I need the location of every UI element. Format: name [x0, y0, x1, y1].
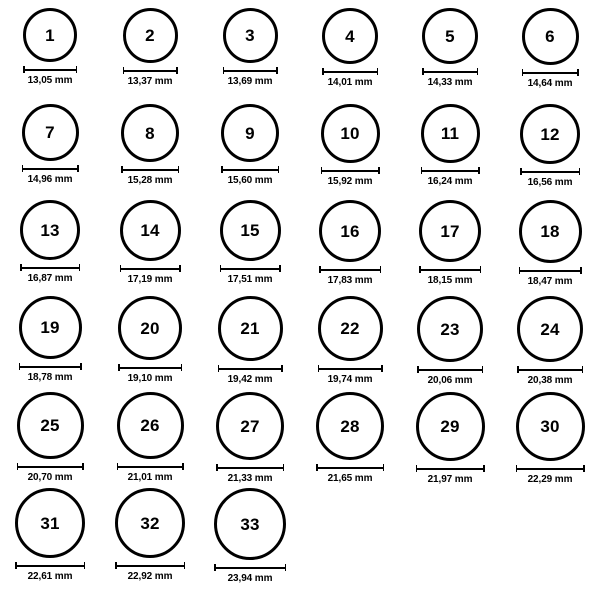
ring-circle: [17, 392, 84, 459]
measure-bar: [522, 72, 579, 74]
measure-tick-right: [176, 67, 178, 74]
measure-tick-right: [480, 266, 482, 273]
diameter-measure-line: [223, 67, 278, 74]
diameter-label: 15,92 mm: [327, 176, 373, 187]
ring-circle: [419, 200, 481, 262]
measure-bar: [221, 169, 279, 171]
ring-size-cell: [100, 296, 200, 392]
measure-tick-right: [276, 67, 278, 74]
ring-size-cell: [400, 104, 500, 200]
diameter-label: 13,37 mm: [127, 76, 173, 87]
diameter-label: 20,70 mm: [27, 472, 73, 483]
ring-circle: [522, 8, 579, 65]
measure-tick-left: [421, 167, 423, 174]
ring-size-cell: [400, 200, 500, 296]
diameter-label: 21,65 mm: [327, 473, 373, 484]
ring-size-cell: [300, 8, 400, 104]
diameter-measure-line: [218, 365, 283, 372]
ring-size-number: 21: [240, 319, 260, 338]
ring-size-number: 18: [540, 222, 560, 241]
measure-bar: [120, 268, 181, 270]
measure-tick-right: [579, 168, 581, 175]
measure-tick-left: [416, 465, 418, 472]
measure-tick-right: [380, 266, 382, 273]
diameter-measure-line: [115, 562, 185, 569]
measure-tick-left: [214, 564, 216, 571]
measure-tick-right: [182, 463, 184, 470]
measure-tick-right: [184, 562, 186, 569]
ring-circle: [221, 104, 279, 162]
ring-size-number: 10: [340, 124, 360, 143]
measure-bar: [520, 171, 580, 173]
ring-size-cell: [0, 8, 100, 104]
measure-tick-right: [381, 365, 383, 372]
diameter-measure-line: [123, 67, 178, 74]
ring-size-cell: [200, 200, 300, 296]
diameter-measure-line: [519, 267, 582, 274]
measure-bar: [416, 468, 485, 470]
diameter-label: 13,69 mm: [227, 76, 273, 87]
ring-circle: [316, 392, 384, 460]
measure-tick-left: [19, 363, 21, 370]
ring-circle: [15, 488, 85, 558]
diameter-label: 16,24 mm: [427, 176, 473, 187]
ring-size-cell: [200, 488, 300, 584]
ring-circle: [218, 296, 283, 361]
ring-circle: [23, 8, 77, 62]
measure-bar: [214, 567, 286, 569]
ring-size-cell: [400, 296, 500, 392]
ring-circle: [22, 104, 79, 161]
ring-size-cell: [0, 200, 100, 296]
diameter-measure-line: [216, 464, 284, 471]
measure-tick-right: [383, 464, 385, 471]
measure-bar: [123, 70, 178, 72]
measure-tick-right: [583, 465, 585, 472]
diameter-measure-line: [22, 165, 79, 172]
ring-size-cell: [0, 488, 100, 584]
diameter-label: 21,33 mm: [227, 473, 273, 484]
measure-tick-right: [76, 66, 78, 73]
diameter-measure-line: [120, 265, 181, 272]
diameter-measure-line: [516, 465, 585, 472]
diameter-label: 21,01 mm: [127, 472, 173, 483]
diameter-label: 18,47 mm: [527, 276, 573, 287]
measure-bar: [417, 369, 483, 371]
measure-bar: [322, 71, 378, 73]
measure-tick-right: [82, 463, 84, 470]
diameter-label: 16,56 mm: [527, 177, 573, 188]
ring-size-number: 25: [40, 416, 60, 435]
diameter-measure-line: [421, 167, 480, 174]
diameter-label: 17,51 mm: [227, 274, 273, 285]
measure-tick-right: [577, 69, 579, 76]
measure-tick-right: [378, 167, 380, 174]
measure-bar: [220, 268, 281, 270]
ring-circle: [421, 104, 480, 163]
ring-size-cell: [200, 104, 300, 200]
ring-size-cell: [100, 200, 200, 296]
ring-size-cell: [300, 392, 400, 488]
diameter-measure-line: [321, 167, 380, 174]
ring-size-number: 1: [45, 25, 55, 45]
diameter-measure-line: [117, 463, 184, 470]
diameter-label: 14,33 mm: [427, 77, 473, 88]
ring-circle: [123, 8, 178, 63]
measure-bar: [117, 466, 184, 468]
measure-tick-left: [519, 267, 521, 274]
diameter-measure-line: [19, 363, 82, 370]
measure-tick-right: [279, 265, 281, 272]
measure-bar: [421, 170, 480, 172]
measure-bar: [23, 69, 77, 71]
measure-bar: [223, 70, 278, 72]
ring-circle: [516, 392, 585, 461]
measure-bar: [20, 267, 80, 269]
diameter-measure-line: [118, 364, 182, 371]
ring-size-number: 14: [140, 221, 160, 240]
measure-bar: [118, 367, 182, 369]
diameter-measure-line: [15, 562, 85, 569]
measure-bar: [519, 270, 582, 272]
measure-tick-right: [179, 265, 181, 272]
measure-tick-left: [318, 365, 320, 372]
ring-size-number: 4: [345, 26, 355, 46]
measure-bar: [15, 565, 85, 567]
ring-size-cell: [400, 392, 500, 488]
diameter-measure-line: [416, 465, 485, 472]
ring-size-number: 24: [540, 319, 560, 339]
diameter-measure-line: [422, 68, 478, 75]
diameter-label: 20,38 mm: [527, 375, 573, 386]
ring-circle: [318, 296, 383, 361]
measure-tick-left: [422, 68, 424, 75]
measure-tick-left: [23, 66, 25, 73]
measure-bar: [319, 269, 381, 271]
diameter-label: 19,74 mm: [327, 374, 373, 385]
measure-tick-left: [322, 68, 324, 75]
measure-bar: [216, 467, 284, 469]
measure-tick-left: [319, 266, 321, 273]
measure-tick-left: [321, 167, 323, 174]
measure-tick-right: [580, 267, 582, 274]
ring-size-cell: [100, 392, 200, 488]
diameter-measure-line: [522, 69, 579, 76]
ring-size-cell: [500, 200, 600, 296]
measure-bar: [19, 366, 82, 368]
diameter-label: 21,97 mm: [427, 474, 473, 485]
ring-size-number: 26: [140, 416, 160, 435]
ring-circle: [321, 104, 380, 163]
diameter-measure-line: [214, 564, 286, 571]
ring-size-number: 16: [340, 221, 360, 241]
measure-bar: [321, 170, 380, 172]
diameter-measure-line: [319, 266, 381, 273]
measure-tick-left: [115, 562, 117, 569]
ring-circle: [519, 200, 582, 263]
ring-size-number: 29: [440, 417, 460, 436]
diameter-measure-line: [316, 464, 384, 471]
ring-size-number: 7: [45, 123, 55, 142]
ring-size-cell: [200, 296, 300, 392]
diameter-label: 16,87 mm: [27, 273, 73, 284]
measure-tick-left: [419, 266, 421, 273]
measure-tick-right: [79, 264, 81, 271]
ring-size-number: 17: [440, 221, 460, 241]
ring-circle: [520, 104, 580, 164]
ring-size-number: 3: [245, 26, 255, 45]
diameter-label: 13,05 mm: [27, 75, 73, 86]
measure-bar: [419, 269, 481, 271]
diameter-measure-line: [517, 366, 583, 373]
measure-tick-right: [80, 363, 82, 370]
measure-tick-right: [178, 166, 180, 173]
ring-size-number: 15: [240, 221, 260, 240]
ring-size-number: 8: [145, 123, 155, 143]
measure-tick-left: [22, 165, 24, 172]
measure-bar: [17, 466, 84, 468]
measure-tick-left: [123, 67, 125, 74]
diameter-label: 22,29 mm: [527, 474, 573, 485]
ring-size-number: 33: [240, 514, 260, 534]
diameter-measure-line: [20, 264, 80, 271]
ring-circle: [517, 296, 583, 362]
ring-circle: [20, 200, 80, 260]
measure-tick-right: [477, 68, 479, 75]
ring-circle: [223, 8, 278, 63]
ring-size-number: 9: [245, 123, 255, 143]
ring-size-cell: [100, 104, 200, 200]
diameter-label: 18,78 mm: [27, 372, 73, 383]
diameter-measure-line: [419, 266, 481, 273]
ring-size-cell: [200, 8, 300, 104]
measure-tick-right: [84, 562, 86, 569]
measure-bar: [218, 368, 283, 370]
measure-tick-left: [121, 166, 123, 173]
ring-size-number: 19: [40, 318, 60, 337]
measure-tick-left: [216, 464, 218, 471]
ring-circle: [319, 200, 381, 262]
measure-bar: [516, 468, 585, 470]
measure-tick-right: [281, 365, 283, 372]
measure-tick-left: [15, 562, 17, 569]
measure-bar: [115, 565, 185, 567]
ring-size-cell: [500, 104, 600, 200]
measure-tick-right: [285, 564, 287, 571]
ring-size-cell: [400, 8, 500, 104]
measure-tick-left: [220, 265, 222, 272]
ring-circle: [417, 296, 483, 362]
ring-size-cell: [300, 200, 400, 296]
diameter-measure-line: [417, 366, 483, 373]
measure-tick-left: [218, 365, 220, 372]
diameter-label: 17,83 mm: [327, 275, 373, 286]
measure-bar: [517, 369, 583, 371]
ring-circle: [115, 488, 185, 558]
ring-circle: [322, 8, 378, 64]
ring-circle: [121, 104, 179, 162]
measure-tick-left: [118, 364, 120, 371]
ring-size-cell: [500, 8, 600, 104]
measure-bar: [22, 168, 79, 170]
measure-tick-right: [582, 366, 584, 373]
ring-size-cell: [200, 392, 300, 488]
diameter-label: 22,61 mm: [27, 571, 73, 582]
ring-size-cell: [300, 296, 400, 392]
measure-tick-right: [377, 68, 379, 75]
ring-size-number: 11: [440, 124, 460, 143]
ring-circle: [117, 392, 184, 459]
ring-size-cell: [300, 104, 400, 200]
measure-tick-left: [522, 69, 524, 76]
ring-size-number: 6: [545, 27, 555, 46]
diameter-measure-line: [322, 68, 378, 75]
ring-size-number: 23: [440, 319, 460, 339]
diameter-label: 20,06 mm: [427, 375, 473, 386]
diameter-measure-line: [318, 365, 383, 372]
measure-bar: [316, 467, 384, 469]
ring-size-cell: [100, 488, 200, 584]
ring-size-cell: [0, 392, 100, 488]
measure-tick-right: [482, 366, 484, 373]
ring-circle: [216, 392, 284, 460]
diameter-label: 15,60 mm: [227, 175, 273, 186]
ring-circle: [19, 296, 82, 359]
diameter-label: 23,94 mm: [227, 573, 273, 584]
diameter-measure-line: [17, 463, 84, 470]
ring-size-cell: [0, 296, 100, 392]
ring-size-cell: [500, 296, 600, 392]
ring-size-number: 12: [540, 124, 560, 144]
diameter-measure-line: [23, 66, 77, 73]
diameter-measure-line: [220, 265, 281, 272]
measure-tick-right: [483, 465, 485, 472]
diameter-label: 22,92 mm: [127, 571, 173, 582]
ring-size-number: 32: [140, 513, 160, 533]
ring-circle: [220, 200, 281, 261]
ring-size-cell: [100, 8, 200, 104]
ring-size-number: 2: [145, 26, 155, 45]
measure-bar: [121, 169, 179, 171]
measure-tick-right: [478, 167, 480, 174]
ring-circle: [120, 200, 181, 261]
ring-size-number: 27: [240, 416, 260, 436]
diameter-measure-line: [221, 166, 279, 173]
ring-size-number: 22: [340, 319, 360, 338]
diameter-label: 19,10 mm: [127, 373, 173, 384]
ring-circle: [118, 296, 182, 360]
measure-tick-left: [516, 465, 518, 472]
ring-circle: [416, 392, 485, 461]
measure-tick-right: [181, 364, 183, 371]
measure-bar: [422, 71, 478, 73]
ring-size-number: 30: [540, 417, 560, 436]
measure-tick-right: [283, 464, 285, 471]
measure-tick-right: [77, 165, 79, 172]
diameter-measure-line: [520, 168, 580, 175]
diameter-measure-line: [121, 166, 179, 173]
measure-tick-left: [17, 463, 19, 470]
diameter-label: 14,01 mm: [327, 77, 373, 88]
measure-bar: [318, 368, 383, 370]
measure-tick-left: [417, 366, 419, 373]
ring-size-number: 28: [340, 416, 360, 436]
measure-tick-left: [316, 464, 318, 471]
measure-tick-left: [117, 463, 119, 470]
measure-tick-left: [517, 366, 519, 373]
ring-size-number: 20: [140, 318, 160, 338]
ring-circle: [214, 488, 286, 560]
measure-tick-left: [120, 265, 122, 272]
ring-size-number: 31: [40, 513, 60, 533]
ring-size-number: 5: [445, 26, 455, 46]
measure-tick-left: [20, 264, 22, 271]
diameter-label: 17,19 mm: [127, 274, 173, 285]
measure-tick-left: [221, 166, 223, 173]
diameter-label: 19,42 mm: [227, 374, 273, 385]
measure-tick-left: [223, 67, 225, 74]
measure-tick-right: [278, 166, 280, 173]
diameter-label: 14,64 mm: [527, 78, 573, 89]
measure-tick-left: [520, 168, 522, 175]
ring-size-cell: [500, 392, 600, 488]
ring-size-cell: [0, 104, 100, 200]
ring-size-number: 13: [40, 220, 60, 240]
ring-circle: [422, 8, 478, 64]
diameter-label: 14,96 mm: [27, 174, 73, 185]
diameter-label: 15,28 mm: [127, 175, 173, 186]
diameter-label: 18,15 mm: [427, 275, 473, 286]
